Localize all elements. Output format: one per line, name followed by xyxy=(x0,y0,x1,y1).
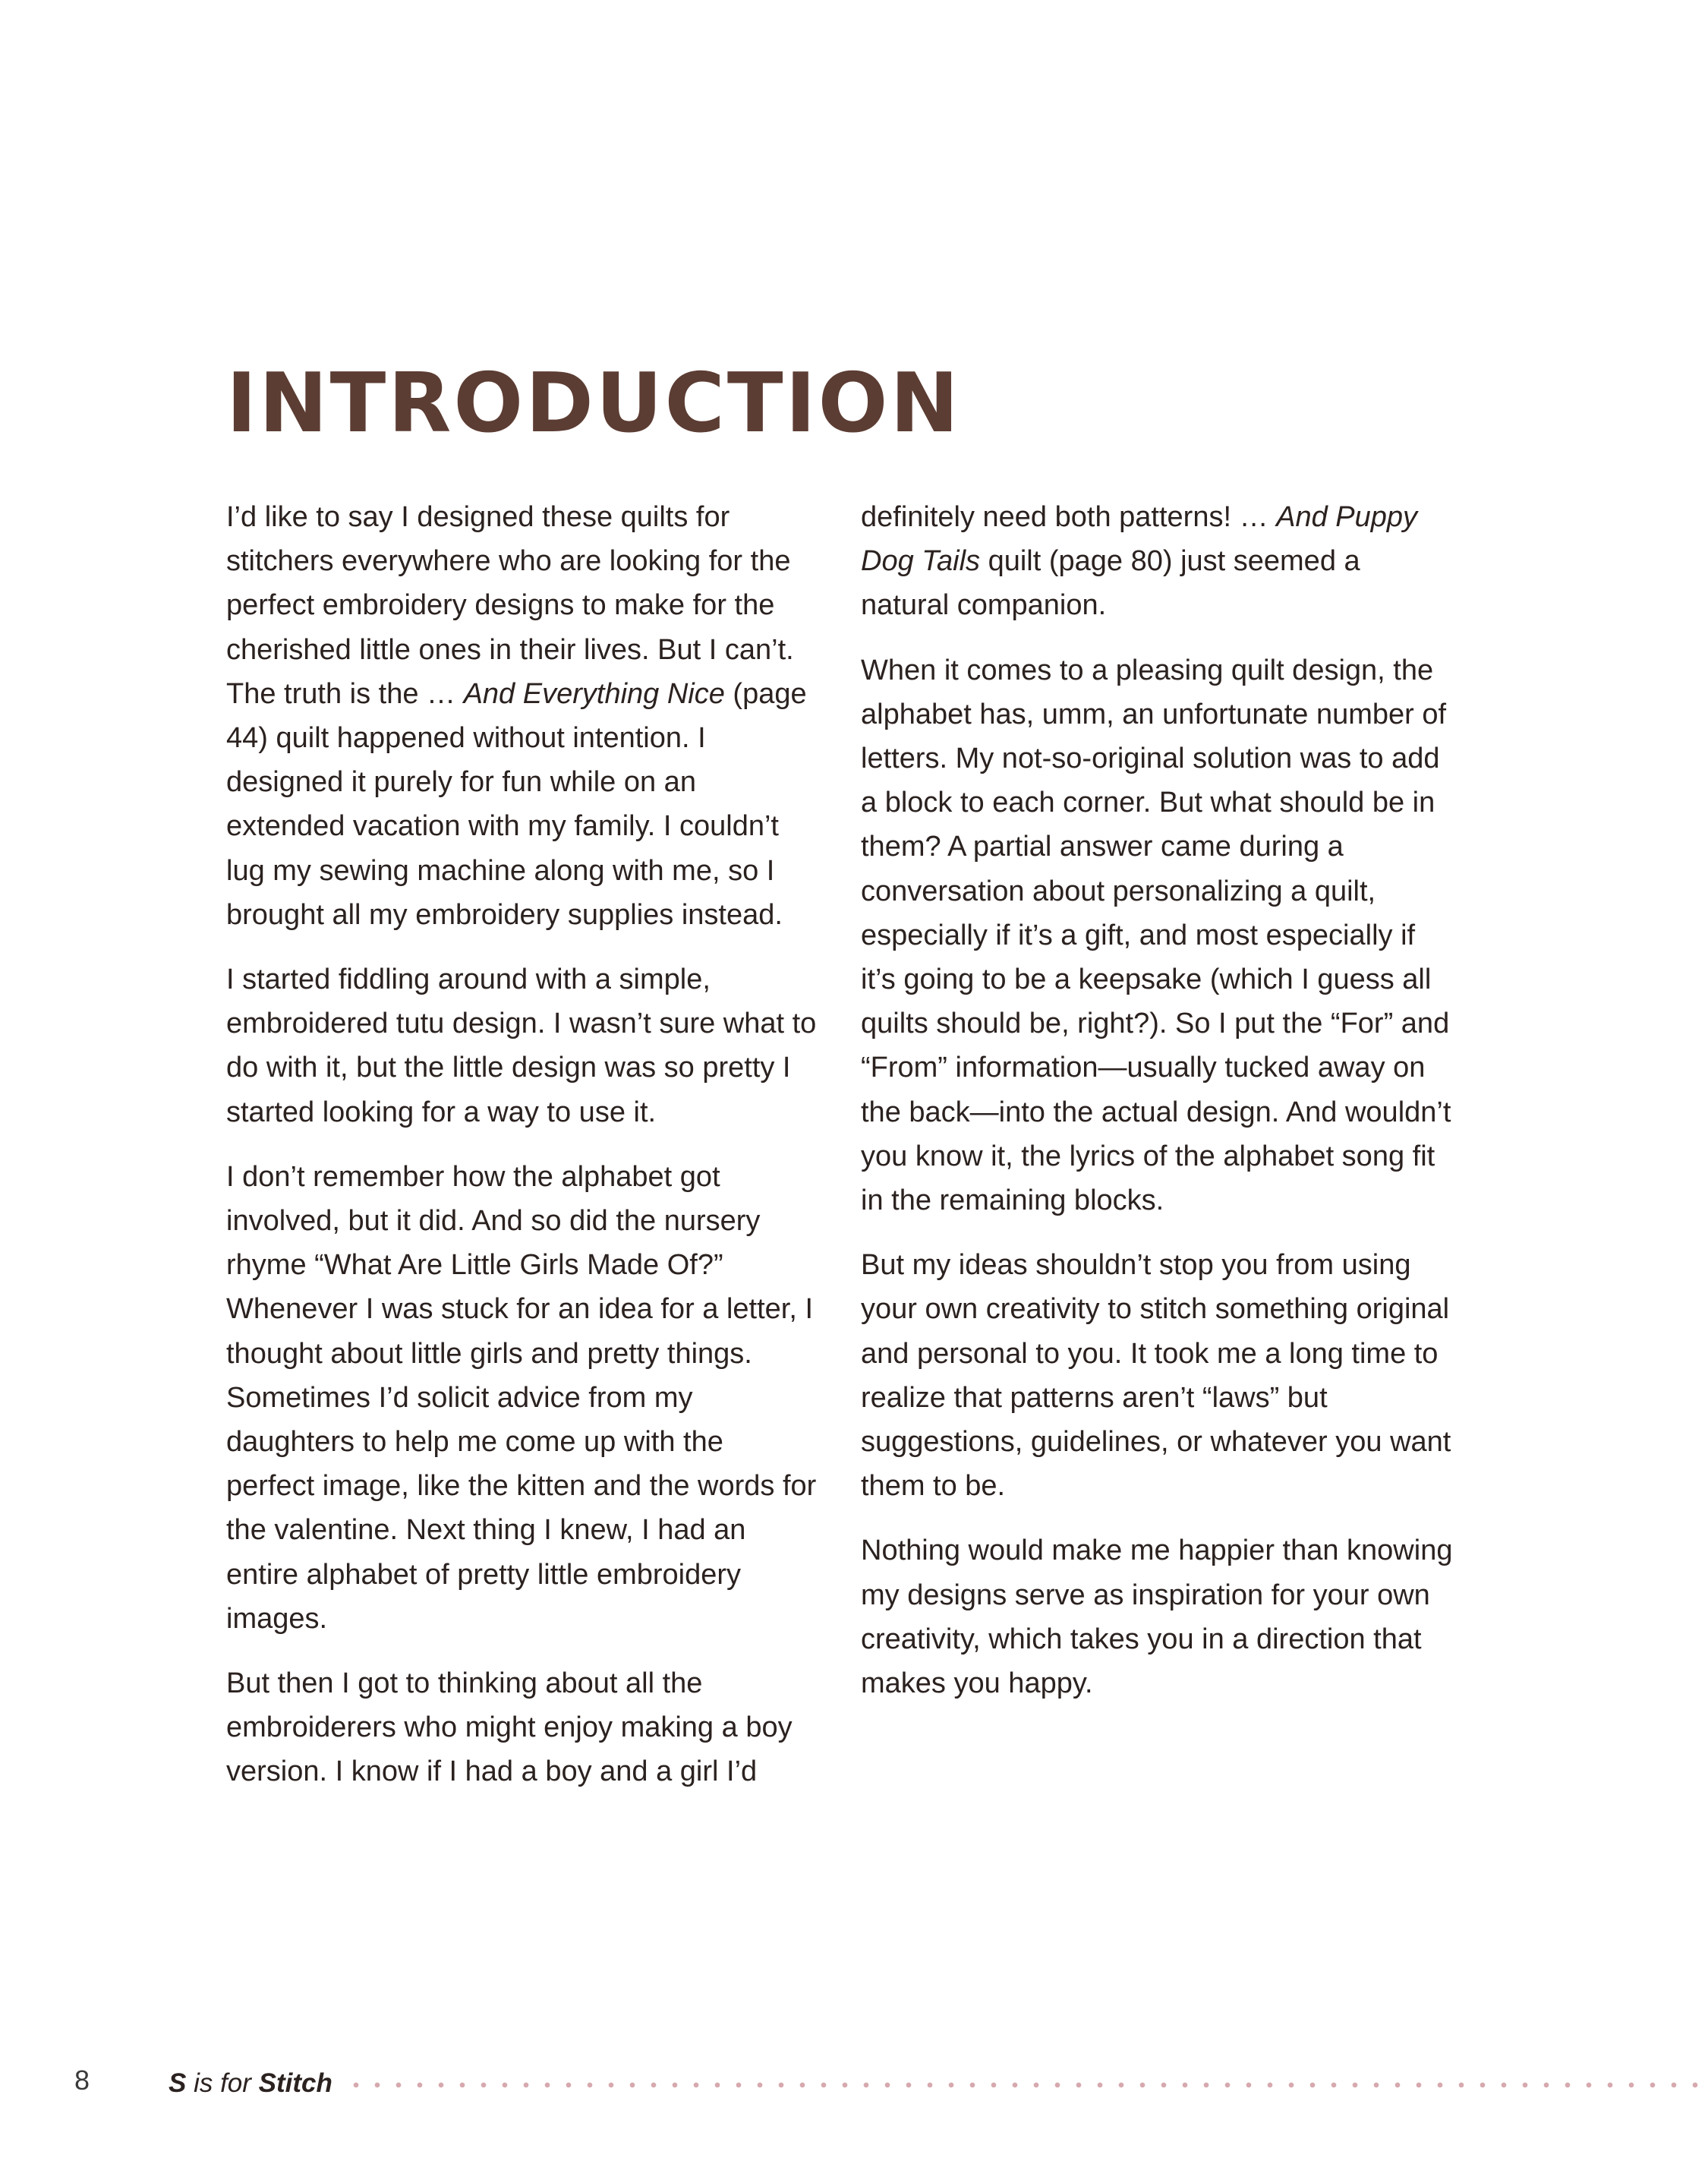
body-paragraph xyxy=(861,1528,1453,1705)
book-title-part: S xyxy=(169,2068,187,2098)
paragraph-text: I’d like to say I designed these quilts for stitchers everywhere who are looking for the perfect embroidery designs to make for the cherished little ones in their lives. But I can’t. The truth is the … xyxy=(226,501,794,710)
body-paragraph xyxy=(861,495,1453,628)
paragraph-text: (page 44) quilt happened without intention. I designed it purely for fun while on an extended vacation with my family. I couldn’t lug my sewing machine along with me, so I brought all my embroidery supplies instead. xyxy=(226,677,807,931)
paragraph-text: quilt (page 80) just seemed a natural companion. xyxy=(861,545,1360,622)
page-title: INTRODUCTION xyxy=(226,356,961,451)
italic-title-reference: And Puppy Dog Tails xyxy=(861,501,1418,578)
paragraph-text: When it comes to a pleasing quilt design, the alphabet has, umm, an unfortunate number of letters. My not-so-original solution was to add a block to each corner. But what should be in them? A partial answer came during a conversation about personalizing a quilt, especially if it’s a gift, and most especially if it’s going to be a keepsake (which I guess all quilts should be, right?). So I put the “For” and “From” information—usually tucked away on the back—into the actual design. And wouldn’t you know it, the lyrics of the alphabet song fit in the remaining blocks. xyxy=(861,654,1451,1217)
body-paragraph xyxy=(226,1661,818,1794)
footer-dotted-rule xyxy=(345,2082,1708,2088)
text-column-left xyxy=(226,495,818,1815)
body-paragraph xyxy=(226,495,818,937)
book-title-part: is for xyxy=(186,2068,259,2098)
paragraph-text: Nothing would make me happier than knowing my designs serve as inspiration for your own creativity, which takes you in a direction that makes you happy. xyxy=(861,1535,1453,1700)
body-paragraph xyxy=(861,648,1453,1223)
body-paragraph xyxy=(226,1155,818,1641)
paragraph-text: But my ideas shouldn’t stop you from using your own creativity to stitch something original and personal to you. It took me a long time to realize that patterns aren’t “laws” but suggestions, guidelines, or whatever you want them to be. xyxy=(861,1249,1451,1503)
book-title-part: Stitch xyxy=(258,2068,332,2098)
italic-title-reference: And Everything Nice xyxy=(463,677,725,710)
paragraph-text: I don’t remember how the alphabet got involved, but it did. And so did the nursery rhyme “What Are Little Girls Made Of?” Whenever I was stuck for an idea for a letter, I thought about little girls and pretty things. Sometimes I’d solicit advice from my daughters to help me come up with the perfect image, like the kitten and the words for the valentine. Next thing I knew, I had an entire alphabet of pretty little embroidery images. xyxy=(226,1160,817,1635)
page-number: 8 xyxy=(74,2065,90,2096)
paragraph-text: I started fiddling around with a simple, embroidered tutu design. I wasn’t sure what to do with it, but the little design was so pretty I started looking for a way to use it. xyxy=(226,964,817,1128)
running-footer-book-title xyxy=(169,2070,332,2096)
body-paragraph xyxy=(226,957,818,1134)
paragraph-text: But then I got to thinking about all the embroiderers who might enjoy making a boy version. I know if I had a boy and a girl I’d xyxy=(226,1667,793,1788)
paragraph-text: definitely need both patterns! … xyxy=(861,501,1277,533)
text-column-right xyxy=(861,495,1453,1726)
body-paragraph xyxy=(861,1243,1453,1508)
